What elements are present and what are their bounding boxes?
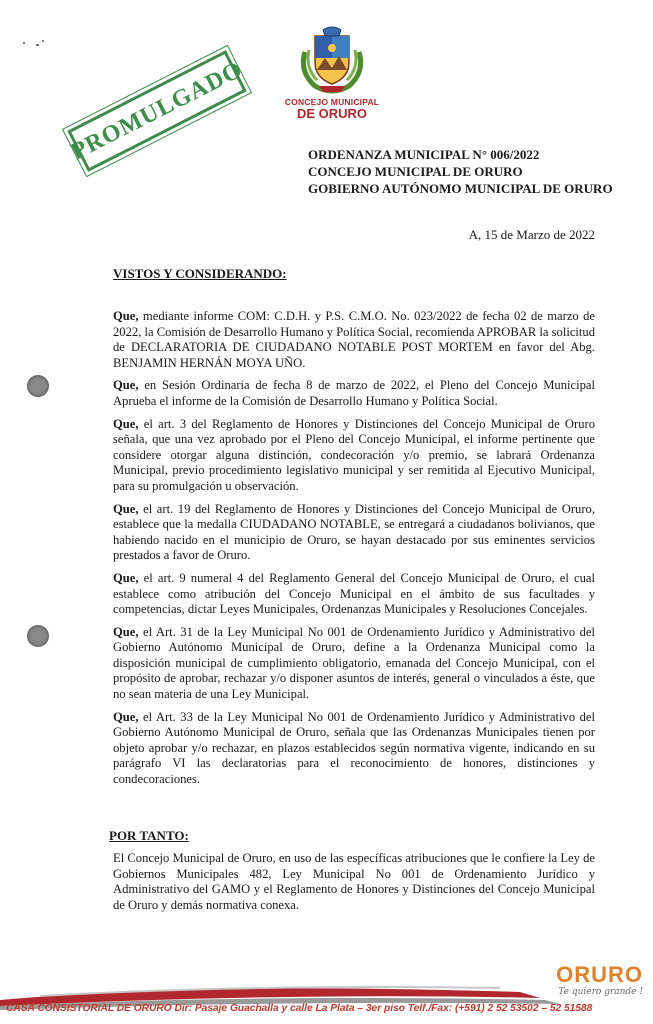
- government-name: GOBIERNO AUTÓNOMO MUNICIPAL DE ORURO: [308, 181, 613, 196]
- considerando-paragraph: Que, el Art. 33 de la Ley Municipal No 001 de Ordenamiento Jurídico y Administrativo del Gobierno Autónomo Municipal de Oruro, señala que las Ordenanzas Municipales tienen por objeto aprobar y/o rechazar, en plazos establecidos según normativa vigente, indicando en su parágrafo VI las declaratorias para el reconocimiento de honores, distinciones y condecoraciones.: [113, 709, 595, 787]
- considerandos-list: [113, 309, 595, 795]
- logo-text-line1: CONCEJO MUNICIPAL: [284, 97, 380, 107]
- footer-address: CASA CONSISTORIAL DE ORURO Dir: Pasaje Guachalla y calle La Plata – 3er piso Telf./Fax: (+591) 2 52 53502 – 52 51588: [6, 1003, 593, 1014]
- coat-of-arms-icon: [295, 22, 369, 96]
- considerando-paragraph: Que, en Sesión Ordinaria de fecha 8 de marzo de 2022, el Pleno del Concejo Municipal Aprueba el informe de la Comisión de Desarrollo Humano y Política Social.: [113, 378, 595, 408]
- considerando-paragraph: Que, mediante informe COM: C.D.H. y P.S. C.M.O. No. 023/2022 de fecha 02 de marzo de 2022, la Comisión de Desarrollo Humano y Política Social, recomienda APROBAR la solicitud de DECLARATORIA DE CIUDADANO NOTABLE POST MORTEM en favor del Abg. BENJAMIN HERNÁN MOYA UÑO.: [113, 309, 595, 370]
- council-name: CONCEJO MUNICIPAL DE ORURO: [308, 164, 523, 179]
- considerando-paragraph: Que, el Art. 31 de la Ley Municipal No 001 de Ordenamiento Jurídico y Administrativo del Gobierno Autónomo Municipal de Oruro, define a la Ordenanza Municipal como la disposición municipal de cumplimiento obligatorio, emanada del Concejo Municipal, con el propósito de aprobar, rechazar y/o disponer asuntos de interés, general o vinculados a éste, que no sean materia de una Ley Municipal.: [113, 624, 595, 702]
- considerando-paragraph: Que, el art. 3 del Reglamento de Honores y Distinciones del Concejo Municipal de Oruro señala, que una vez aprobado por el Pleno del Concejo Municipal, el informe pertinente que considere otorgar alguna distinción, condecoración y/o premio, se labrará Ordenanza Municipal, previo procedimiento legislativo municipal y ser remitida al Ejecutivo Municipal, para su promulgación u observación.: [113, 416, 595, 493]
- stamp-text: PROMULGADO: [66, 56, 247, 165]
- promulgado-stamp: [67, 50, 246, 172]
- vistos-title: VISTOS Y CONSIDERANDO:: [113, 266, 287, 281]
- document-date: A, 15 de Marzo de 2022: [468, 227, 595, 242]
- scan-speck: [42, 40, 44, 42]
- document-header: [308, 146, 613, 197]
- binder-hole: [27, 625, 49, 647]
- por-tanto-title: POR TANTO:: [109, 828, 189, 843]
- logo-text-line2: DE ORURO: [296, 106, 368, 121]
- binder-hole: [27, 375, 49, 397]
- ordinance-number: ORDENANZA MUNICIPAL N° 006/2022: [308, 147, 540, 162]
- scan-speck: [23, 42, 25, 44]
- brand-name: ORURO: [556, 962, 643, 987]
- scan-speck: [36, 44, 39, 46]
- por-tanto-paragraph: El Concejo Municipal de Oruro, en uso de las específicas atribuciones que le confiere la Ley de Gobiernos Municipales 482, Ley Municipal No 001 de Ordenamiento Jurídico y Administrativo del GAMO y el Reglamento de Honores y Distinciones del Concejo Municipal de Oruro y demás normativa conexa.: [113, 851, 595, 912]
- footer-brand: [556, 964, 643, 997]
- considerando-paragraph: Que, el art. 19 del Reglamento de Honores y Distinciones del Concejo Municipal de Oruro, establece que la medalla CIUDADANO NOTABLE, se entregará a ciudadanos bolivianos, que habiendo nacido en el municipio de Oruro, se hayan destacado por sus eminentes servicios prestados a favor de Oruro.: [113, 501, 595, 563]
- considerando-paragraph: Que, el art. 9 numeral 4 del Reglamento General del Concejo Municipal de Oruro, el cual establece como atribución del Concejo Municipal en el ámbito de sus facultades y competencias, dictar Leyes Municipales, Ordenanzas Municipales y Resoluciones Concejales.: [113, 570, 595, 617]
- council-logo: [284, 22, 380, 126]
- brand-slogan: Te quiero grande !: [558, 987, 643, 997]
